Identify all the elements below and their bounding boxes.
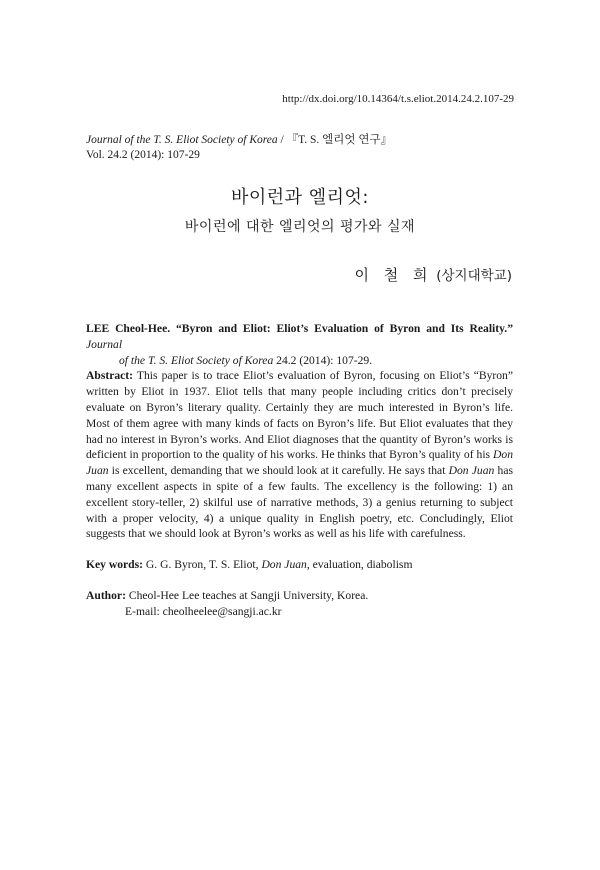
abstract-italic-1: Don Juan [86,448,513,478]
doi-link[interactable]: http://dx.doi.org/10.14364/t.s.eliot.2014.24.2.107-29 [282,93,514,105]
abstract-text-3: has many excellent aspects in spite of a few faults. The excellency is the following: 1) an excellent story-teller, 2) skilful use of narrative methods, 3) a genius returning to subject with a proper velocity, 4) a unique quality in English poetry, etc. Concludingly, Eliot suggests that we should look at Byron’s works as well as his life with carefulness. [86,464,513,541]
abstract-label: Abstract: [86,369,134,383]
author-note-text: Cheol-Hee Lee teaches at Sangji University, Korea. [128,588,369,602]
author-byline [354,264,512,285]
paper-title-kr: 바이런과 엘리엇: [230,187,369,208]
author-email[interactable]: E-mail: cheolheelee@sangji.ac.kr [125,604,282,618]
abstract-italic-2: Don Juan [448,464,495,478]
author-name-kr: 이 철 희 [354,266,433,284]
abstract-block [86,321,513,620]
paper-subtitle-kr: 바이런에 대한 엘리엇의 평가와 실재 [184,219,416,235]
abstract-paragraph [86,368,513,542]
keywords-text-1: G. G. Byron, T. S. Eliot, [145,558,259,572]
journal-title-line [86,133,392,148]
journal-separator: / [277,134,287,146]
reference-author: LEE Cheol-Hee. [86,322,171,335]
keywords-label: Key words: [86,558,143,572]
keywords-italic: Don Juan [261,558,307,572]
keywords [86,557,513,573]
journal-info [86,133,392,163]
author-note [86,588,513,620]
journal-name-kr: 『T. S. 엘리엇 연구』 [286,134,393,146]
journal-name-en: Journal of the T. S. Eliot Society of Korea [86,134,278,146]
reference-citation [86,321,513,368]
reference-title: “Byron and Eliot: Eliot’s Evaluation of Byron and Its Reality.” [176,322,513,335]
abstract-text-2: is excellent, demanding that we should look at it carefully. He says that [111,464,446,478]
abstract-text-1: This paper is to trace Eliot’s evaluation of Byron, focusing on Eliot’s “Byron” written by Eliot in 1937. Eliot tells that many people including critics don’t precisely evaluate on Byron’s literary quality. Certainly they are much interested in Byron’s life. Most of them agree with many kinds of facts on Byron’s life. But Eliot evaluates that they had no interest in Byron’s works. And Eliot diagnoses that the quantity of Byron’s works is deficient in proportion to the quality of his works. He thinks that Byron’s quality of his [86,369,513,462]
author-note-label: Author: [86,588,126,602]
reference-journal-a: Journal [86,337,123,351]
author-affiliation-kr: (상지대학교) [436,268,512,284]
reference-journal-b: of the T. S. Eliot Society of Korea [119,353,274,367]
journal-volume: Vol. 24.2 (2014): 107-29 [86,149,200,161]
reference-citation-detail: 24.2 (2014): 107-29. [276,353,373,367]
keywords-text-2: , evaluation, diabolism [306,558,413,572]
